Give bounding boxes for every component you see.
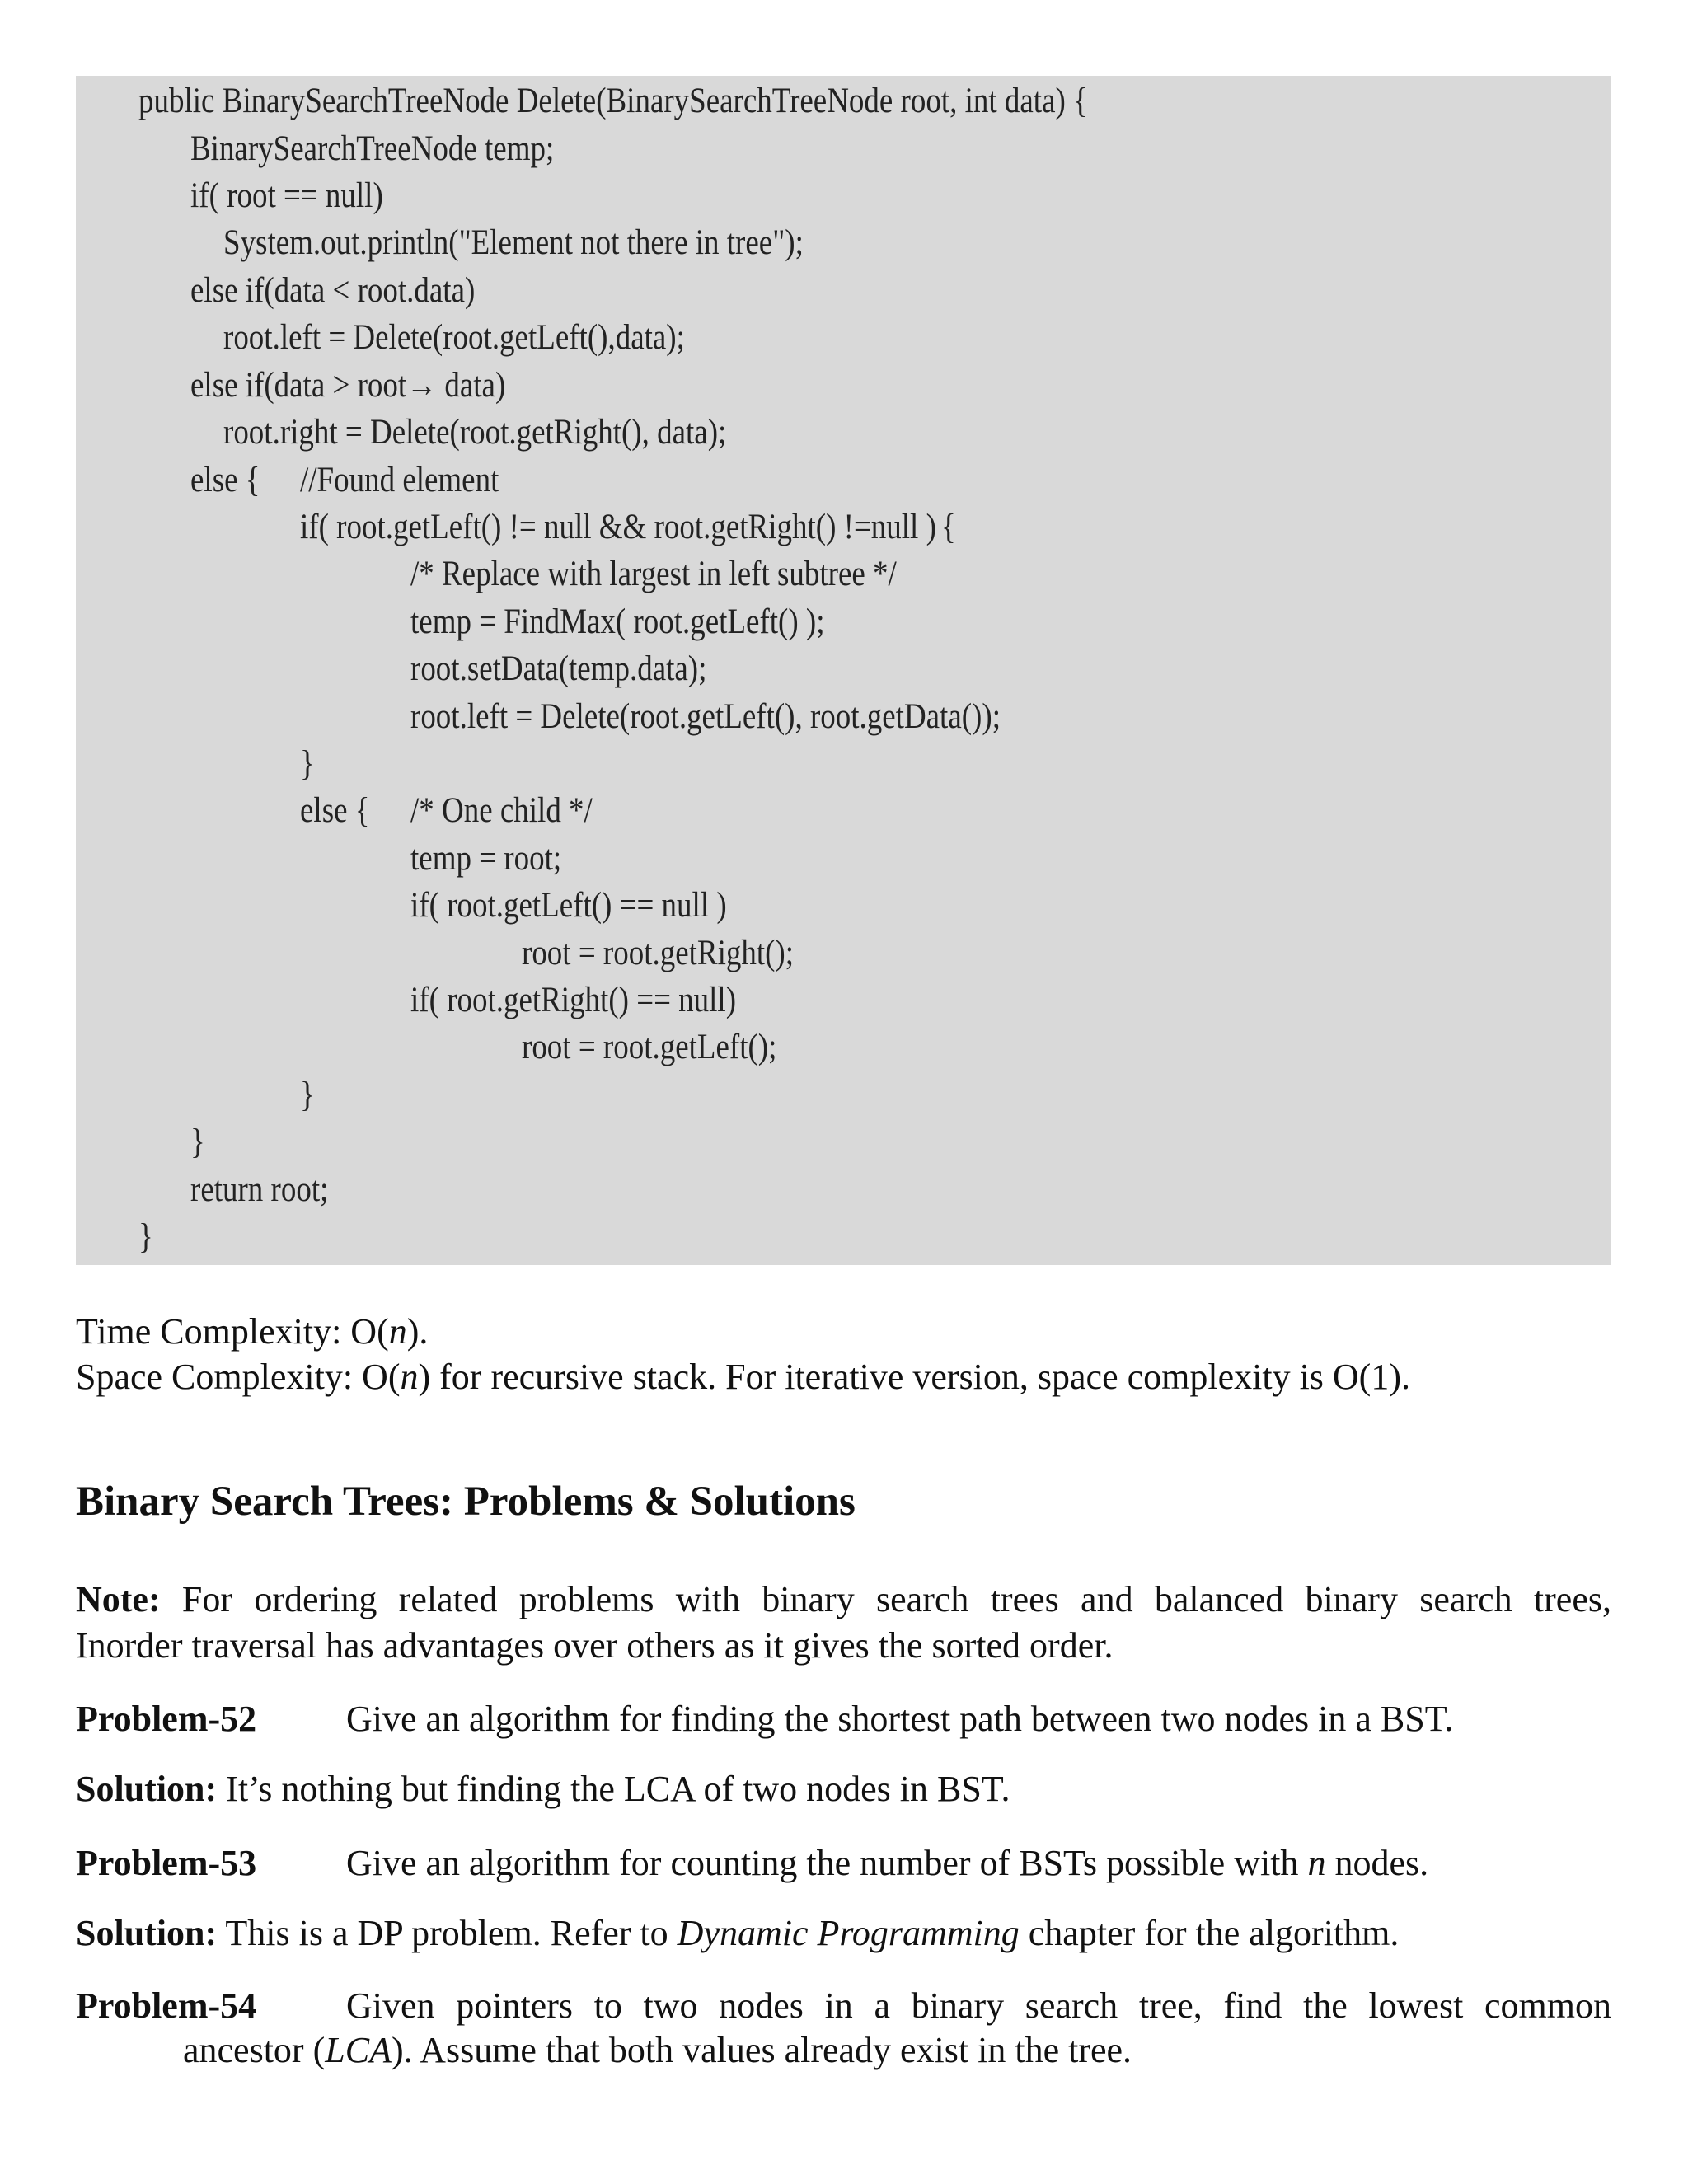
code-line: { — [941, 508, 956, 546]
note-line-2: Inorder traversal has advantages over others as it gives the sorted order. — [76, 1625, 1114, 1666]
code-line: root.setData(temp.data); — [410, 649, 707, 688]
space-complexity — [76, 1356, 1410, 1399]
problem-53-var: n — [1307, 1843, 1326, 1883]
problem-53-text — [346, 1842, 1428, 1885]
problem-54-text-before: ancestor ( — [183, 2030, 326, 2070]
time-complexity-label: Time Complexity: O( — [76, 1311, 389, 1352]
code-line: } — [300, 744, 315, 783]
code-line: root.left = Delete(root.getLeft(), root.getData()); — [410, 697, 1001, 736]
code-block — [76, 76, 1611, 1265]
problem-52-text: Give an algorithm for finding the shortest path between two nodes in a BST. — [346, 1699, 1454, 1739]
code-line: else if(data > root→ data) — [190, 366, 506, 405]
problem-53-label: Problem-53 — [76, 1843, 257, 1883]
code-line: return root; — [190, 1170, 329, 1209]
note-text: For ordering related problems with binary search trees and balanced binary search trees, — [160, 1579, 1611, 1619]
problem-53-text-after: nodes. — [1325, 1843, 1429, 1883]
time-complexity-end: ). — [406, 1311, 429, 1352]
problem-54-text-line-1: Given pointers to two nodes in a binary search tree, find the lowest common — [346, 1985, 1611, 2026]
code-line: if( root == null) — [190, 176, 383, 215]
code-line: System.out.println("Element not there in tree"); — [223, 223, 804, 262]
code-line: public BinarySearchTreeNode Delete(BinarySearchTreeNode root, int data) { — [138, 82, 1088, 120]
solution-text-before: This is a DP problem. Refer to — [217, 1913, 678, 1953]
code-line: } — [300, 1076, 315, 1114]
code-line: root = root.getRight(); — [522, 934, 795, 972]
solution-label: Solution: — [76, 1913, 218, 1953]
time-complexity-var: n — [388, 1311, 407, 1352]
code-line: temp = FindMax( root.getLeft() ); — [410, 602, 825, 641]
code-line: if( root.getLeft() == null ) — [410, 886, 727, 925]
code-line: if( root.getLeft() != null && root.getRight() !=null ) — [300, 508, 936, 546]
code-comment: /* One child */ — [410, 791, 593, 830]
space-complexity-end: ) for recursive stack. For iterative version, space complexity is O(1). — [418, 1357, 1410, 1397]
problem-54-label: Problem-54 — [76, 1985, 257, 2026]
code-line: root = root.getLeft(); — [522, 1028, 777, 1066]
problem-54-text-after: ). Assume that both values already exist in the tree. — [391, 2030, 1132, 2070]
problem-54-text-line-2 — [183, 2029, 1132, 2072]
code-line: BinarySearchTreeNode temp; — [190, 129, 555, 168]
code-comment: //Found element — [300, 461, 499, 499]
note-line-1 — [76, 1578, 1611, 1621]
problem-53-solution — [76, 1912, 1399, 1955]
code-line: root.right = Delete(root.getRight(), data); — [223, 413, 727, 452]
code-line: temp = root; — [410, 839, 562, 878]
time-complexity — [76, 1310, 428, 1353]
code-line: } — [138, 1217, 153, 1256]
code-line: root.left = Delete(root.getLeft(),data); — [223, 318, 685, 357]
note-label: Note: — [76, 1579, 161, 1619]
code-line: if( root.getRight() == null) — [410, 981, 737, 1019]
code-line: else { — [300, 791, 370, 830]
solution-text-after: chapter for the algorithm. — [1019, 1913, 1400, 1953]
problem-54-italic: LCA — [325, 2030, 392, 2070]
code-line: else if(data < root.data) — [190, 271, 476, 310]
solution-text: It’s nothing but finding the LCA of two nodes in BST. — [217, 1769, 1010, 1809]
solution-label: Solution: — [76, 1769, 218, 1809]
code-comment: /* Replace with largest in left subtree */ — [410, 555, 897, 593]
solution-italic: Dynamic Programming — [677, 1913, 1020, 1953]
problem-52-solution — [76, 1768, 1010, 1811]
problem-52-label: Problem-52 — [76, 1699, 257, 1739]
code-line: } — [190, 1122, 205, 1161]
space-complexity-label: Space Complexity: O( — [76, 1357, 401, 1397]
section-heading: Binary Search Trees: Problems & Solutions — [76, 1479, 856, 1525]
space-complexity-var: n — [400, 1357, 419, 1397]
problem-53-text-before: Give an algorithm for counting the number of BSTs possible with — [346, 1843, 1308, 1883]
code-line: else { — [190, 461, 260, 499]
